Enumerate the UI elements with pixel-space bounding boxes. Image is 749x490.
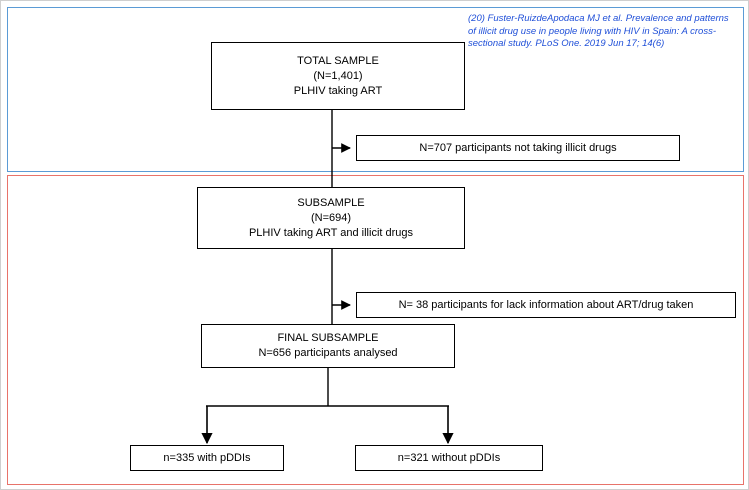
box-without-pddis-line-1: n=321 without pDDIs (397, 451, 501, 464)
box-subsample-line-3: PLHIV taking ART and illicit drugs (248, 226, 414, 239)
box-without-pddis (355, 445, 543, 471)
box-lack-information (356, 292, 736, 318)
box-total-sample-line-3: PLHIV taking ART (293, 84, 383, 97)
box-subsample-line-1: SUBSAMPLE (297, 196, 365, 209)
box-lack-information-line-1: N= 38 participants for lack information about ART/drug taken (398, 298, 694, 311)
box-subsample-line-2: (N=694) (310, 211, 352, 224)
box-with-pddis-line-1: n=335 with pDDIs (163, 451, 251, 464)
box-total-sample (211, 42, 465, 110)
box-not-taking-illicit-drugs (356, 135, 680, 161)
box-final-subsample-line-1: FINAL SUBSAMPLE (277, 332, 379, 344)
box-with-pddis (130, 445, 284, 471)
box-total-sample-line-1: TOTAL SAMPLE (297, 54, 379, 67)
box-final-subsample-line-2: N=656 participants analysed (258, 347, 398, 359)
box-subsample (197, 187, 465, 249)
box-total-sample-line-2: (N=1,401) (313, 69, 363, 82)
citation-text: (20) Fuster-RuizdeApodaca MJ et al. Prevalence and patterns of illicit drug use in people living with HIV in Spain: A cross-sectional study. PLoS One. 2019 Jun 17; 14(6) (468, 13, 729, 49)
box-not-taking-illicit-drugs-line-1: N=707 participants not taking illicit drugs (419, 141, 617, 154)
box-final-subsample (201, 324, 455, 368)
